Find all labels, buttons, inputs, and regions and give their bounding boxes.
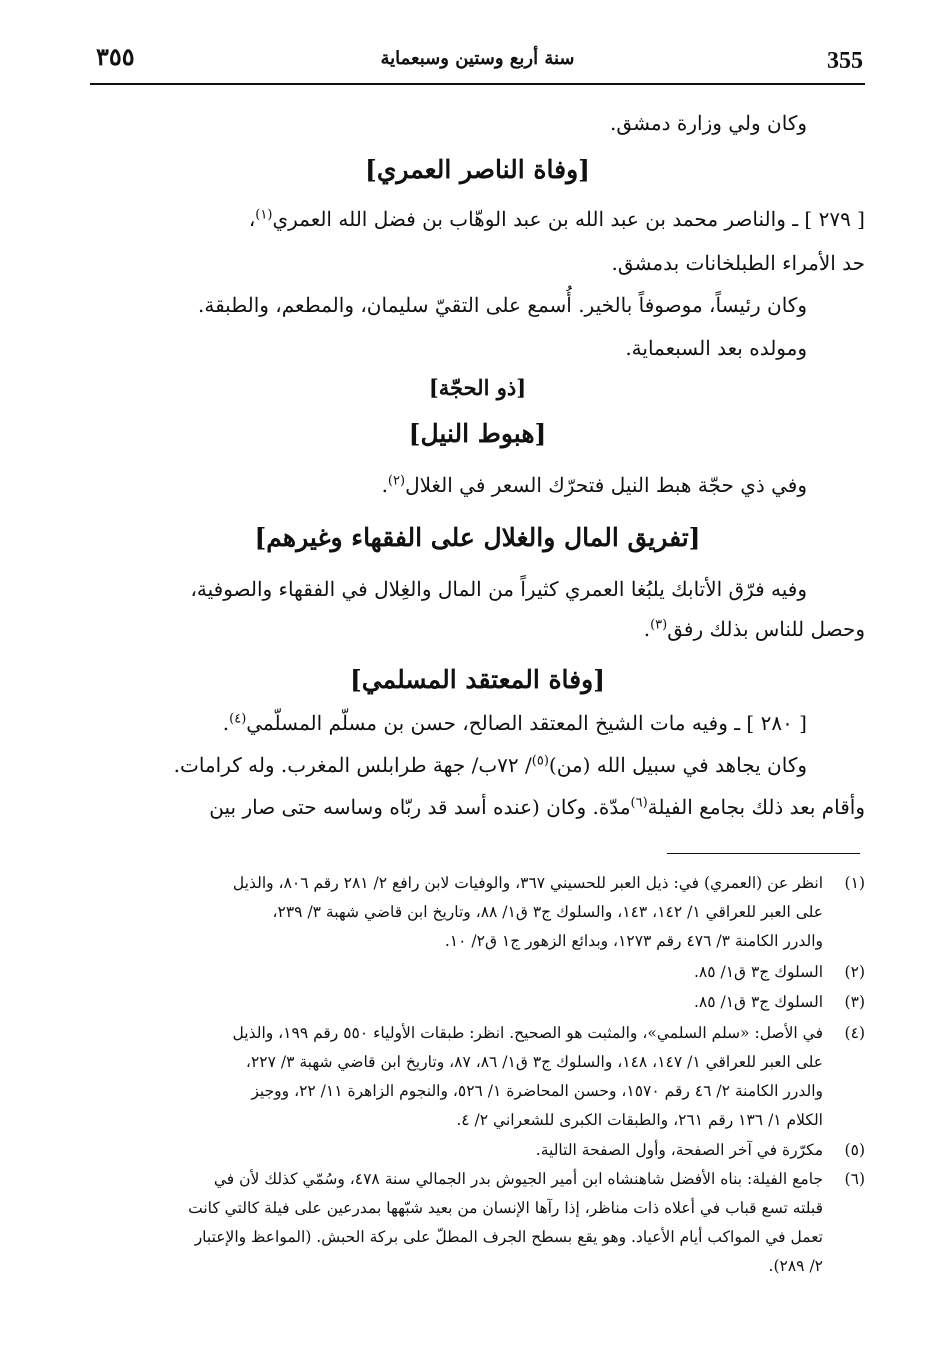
footnote-4 bbox=[110, 1019, 865, 1135]
page-number-arabic: ٣٥٥ bbox=[96, 42, 135, 71]
entry-279-line-2 bbox=[90, 240, 865, 286]
distribution-text-1: وفيه فرّق الأتابك يلبُغا العمري كثيراً من المال والغِلال في الفقهاء والصوفية، bbox=[190, 577, 807, 601]
footnote-line: ٢/ ٢٨٩). bbox=[768, 1257, 823, 1275]
entry-280-line-2 bbox=[90, 742, 865, 788]
footnote-marker: (١) bbox=[844, 874, 865, 892]
footnote-line: انظر عن (العمري) في: ذيل العبر للحسيني ٣٦٧، والوفيات لابن رافع ٢/ ٢٨١ رقم ٨٠٦، والذيل bbox=[232, 874, 823, 892]
footnote-line: مكرّرة في آخر الصفحة، وأول الصفحة التالية. bbox=[535, 1141, 823, 1159]
footnote-line: على العبر للعراقي ١/ ١٤٧، ١٤٨، والسلوك ج٣ ق١/ ٨٦، ٨٧، وتاريخ ابن قاضي شهبة ٣/ ٢٢٧، bbox=[245, 1053, 823, 1071]
heading-nile-decline: [هبوط النيل] bbox=[408, 419, 547, 448]
footnote-marker: (٣) bbox=[844, 993, 865, 1011]
footnote-line: السلوك ج٣ ق١/ ٨٥. bbox=[693, 993, 823, 1011]
page-header bbox=[90, 40, 865, 80]
footnote-line: الكلام ١/ ١٣٦ رقم ٢٦١، والطبقات الكبرى للشعراني ٢/ ٤. bbox=[456, 1111, 823, 1129]
entry-279-line-4 bbox=[90, 325, 865, 371]
heading-death-muslimi: [وفاة المعتقد المسلمي] bbox=[349, 665, 606, 694]
entry-280-text-3b: مدّة. وكان (عنده أسد قد ربّاه وساسه حتى صار بين bbox=[209, 795, 631, 819]
body-line-vizier bbox=[90, 100, 865, 146]
heading-death-nasir: [وفاة الناصر العمري] bbox=[365, 155, 590, 184]
running-title: سنة أربع وستين وسبعماية bbox=[380, 48, 575, 69]
footnote-6 bbox=[110, 1165, 865, 1281]
footnote-line: والدرر الكامنة ٣/ ٤٧٦ رقم ١٢٧٣، وبدائع الزهور ج١ ق٢/ ١٠. bbox=[444, 932, 823, 950]
page-number-latin: 355 bbox=[827, 48, 863, 74]
nile-line bbox=[90, 462, 865, 508]
footnote-3 bbox=[110, 988, 865, 1017]
header-rule bbox=[90, 83, 865, 85]
footnote-rule bbox=[667, 853, 860, 854]
entry-280-text-2b: / ٧٢ب/ جهة طرابلس المغرب. وله كرامات. bbox=[173, 753, 532, 777]
footnote-ref-5[interactable]: (٥) bbox=[531, 753, 549, 769]
footnote-marker: (٤) bbox=[844, 1024, 865, 1042]
footnote-line: في الأصل: «سلم السلمي»، والمثبت هو الصحيح. انظر: طبقات الأولياء ٥٥٠ رقم ١٩٩، والذيل bbox=[232, 1024, 823, 1042]
distribution-line-2 bbox=[90, 606, 865, 652]
entry-279-text-3: وكان رئيساً، موصوفاً بالخير. أُسمع على التقيّ سليمان، والمطعم، والطبقة. bbox=[197, 293, 807, 317]
entry-280-punct: . bbox=[222, 711, 230, 735]
entry-279-text-2: حد الأمراء الطبلخانات بدمشق. bbox=[611, 251, 865, 275]
entry-279-line-1 bbox=[90, 196, 865, 242]
footnote-ref-6[interactable]: (٦) bbox=[630, 795, 648, 811]
footnote-2 bbox=[110, 958, 865, 987]
heading-dhul-hijja: [ذو الحجّة] bbox=[428, 375, 527, 400]
footnote-marker: (٥) bbox=[844, 1141, 865, 1159]
distribution-punct: . bbox=[643, 617, 651, 641]
heading-distribution: [تفريق المال والغلال على الفقهاء وغيرهم] bbox=[254, 523, 701, 552]
footnote-line: تعمل في المواكب أيام الأعياد. وهو يقع بسطح الجرف المطلّ على بركة الحبش. (المواعظ والإعتبار bbox=[194, 1228, 823, 1246]
entry-280-text-3a: وأقام بعد ذلك بجامع الفيلة bbox=[647, 795, 865, 819]
entry-279-line-3 bbox=[90, 282, 865, 328]
footnote-ref-2[interactable]: (٢) bbox=[387, 473, 406, 489]
footnote-marker: (٢) bbox=[844, 963, 865, 981]
entry-279-punct: ، bbox=[248, 207, 256, 231]
footnote-line: جامع الفيلة: بناه الأفضل شاهنشاه ابن أمير الجيوش بدر الجمالي سنة ٤٧٨، وسُمّي كذلك لأن في bbox=[213, 1170, 823, 1188]
entry-280-text-2a: وكان يجاهد في سبيل الله (من) bbox=[548, 753, 807, 777]
footnote-ref-3[interactable]: (٣) bbox=[650, 617, 668, 633]
footnote-line: على العبر للعراقي ١/ ١٤٢، ١٤٣، والسلوك ج٣ ق١/ ٨٨، وتاريخ ابن قاضي شهبة ٣/ ٢٣٩، bbox=[272, 903, 823, 921]
footnote-line: والدرر الكامنة ٢/ ٤٦ رقم ١٥٧٠، وحسن المحاضرة ١/ ٥٢٦، والنجوم الزاهرة ١١/ ٢٢، ووجيز bbox=[251, 1082, 823, 1100]
entry-280-line-3 bbox=[90, 784, 865, 830]
body-text: وكان ولي وزارة دمشق. bbox=[610, 111, 807, 135]
entry-279-text-4: ومولده بعد السبعماية. bbox=[625, 336, 807, 360]
entry-280-text-1: [ ٢٨٠ ] ـ وفيه مات الشيخ المعتقد الصالح، حسن بن مسلّم المسلّمي bbox=[246, 711, 807, 735]
nile-punct: . bbox=[381, 473, 388, 497]
footnote-5 bbox=[110, 1136, 865, 1165]
entry-279-text: [ ٢٧٩ ] ـ والناصر محمد بن عبد الله بن عبد الوهّاب بن فضل الله العمري bbox=[272, 207, 865, 231]
footnote-marker: (٦) bbox=[844, 1170, 865, 1188]
footnote-line: قبلته تسع قباب في أعلاه ذات مناظر، إذا رآها الإنسان من بعيد شبّهها بمدرعين على فيلة كالتي كانت bbox=[188, 1199, 823, 1217]
footnote-1 bbox=[110, 869, 865, 956]
entry-280-line-1 bbox=[90, 700, 865, 746]
distribution-text-2: وحصل للناس بذلك رفق bbox=[667, 617, 865, 641]
footnote-ref-1[interactable]: (١) bbox=[255, 207, 273, 223]
nile-text: وفي ذي حجّة هبط النيل فتحرّك السعر في الغلال bbox=[405, 473, 807, 497]
footnote-line: السلوك ج٣ ق١/ ٨٥. bbox=[693, 963, 823, 981]
footnote-ref-4[interactable]: (٤) bbox=[229, 711, 247, 727]
